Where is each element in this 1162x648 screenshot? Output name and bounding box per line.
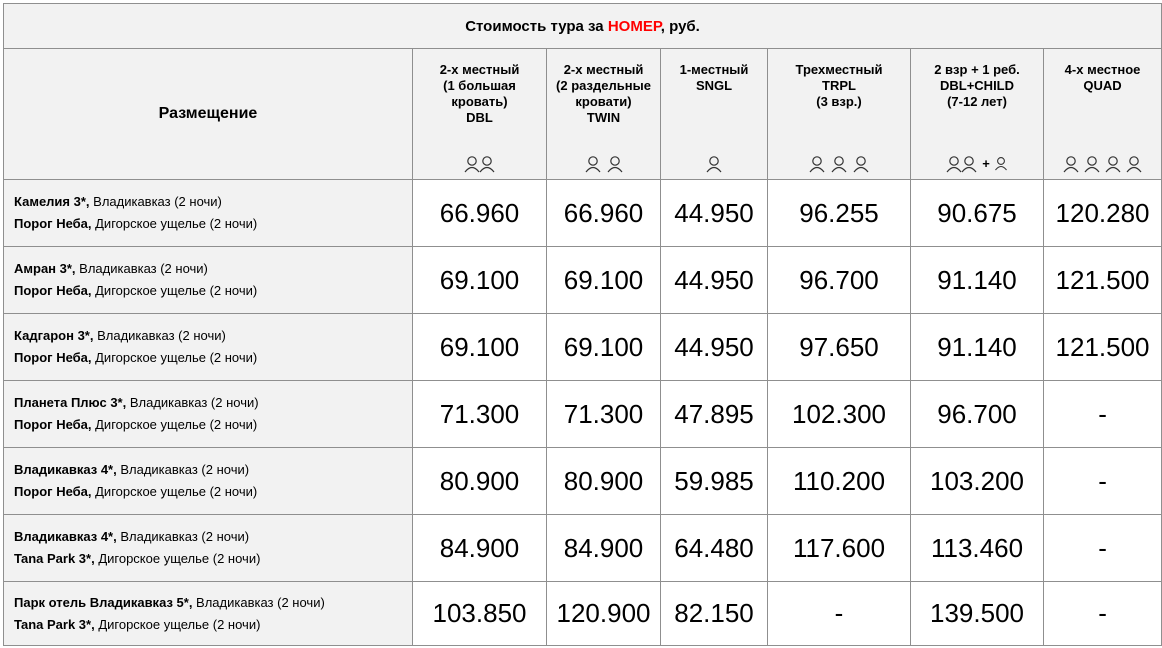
hotel-line-2	[14, 548, 412, 570]
header-col-icons	[768, 155, 910, 173]
header-col-line: TRPL	[822, 78, 856, 93]
price-cell: 120.900	[547, 582, 661, 646]
two-adults-plus-child-icon	[945, 155, 979, 173]
hotel-1-name: Камелия 3*,	[14, 194, 90, 209]
header-col-icons	[911, 155, 1043, 173]
header-col-line: 2-х местный	[563, 62, 644, 77]
price-cell: 90.675	[911, 180, 1044, 247]
header-col-icons	[547, 155, 660, 173]
hotel-cell	[4, 582, 413, 646]
header-col-lines	[1044, 49, 1161, 94]
header-col-line: SNGL	[695, 78, 733, 93]
price-cell: 80.900	[547, 448, 661, 515]
header-placement: Размещение	[4, 49, 413, 180]
header-col-line: (3 взр.)	[816, 94, 862, 109]
price-cell: 103.850	[413, 582, 547, 646]
price-cell: 64.480	[661, 515, 768, 582]
hotel-line-1	[14, 459, 412, 481]
header-col-line: 1-местный	[679, 62, 749, 77]
table-title	[4, 4, 1162, 49]
hotel-cell	[4, 381, 413, 448]
hotel-1-location: Владикавказ (2 ночи)	[126, 395, 259, 410]
price-cell: 121.500	[1044, 247, 1162, 314]
price-cell: 47.895	[661, 381, 768, 448]
header-col-icons	[413, 155, 546, 173]
price-cell: 69.100	[547, 247, 661, 314]
header-col	[661, 49, 768, 180]
price-cell: -	[1044, 515, 1162, 582]
hotel-2-location: Дигорское ущелье (2 ночи)	[91, 417, 258, 432]
price-cell: 44.950	[661, 180, 768, 247]
title-row	[4, 4, 1162, 49]
hotel-line-2	[14, 414, 412, 436]
price-cell: -	[1044, 448, 1162, 515]
price-cell: 66.960	[413, 180, 547, 247]
hotel-cell	[4, 180, 413, 247]
hotel-2-location: Дигорское ущелье (2 ночи)	[94, 551, 261, 566]
hotel-2-name: Порог Неба,	[14, 417, 92, 432]
header-col	[413, 49, 547, 180]
hotel-1-location: Владикавказ (2 ночи)	[75, 261, 208, 276]
price-cell: 66.960	[547, 180, 661, 247]
hotel-line-2	[14, 614, 412, 636]
hotel-2-name: Tana Park 3*,	[14, 616, 95, 632]
hotel-line-1	[14, 191, 412, 213]
table-row	[4, 180, 1162, 247]
table-row	[4, 448, 1162, 515]
table-row	[4, 247, 1162, 314]
price-cell: 96.700	[911, 381, 1044, 448]
hotel-1-location: Владикавказ (2 ночи)	[192, 594, 325, 610]
table-row	[4, 582, 1162, 646]
price-cell: 96.700	[768, 247, 911, 314]
hotel-2-location: Дигорское ущелье (2 ночи)	[91, 350, 258, 365]
header-col-line: 2 взр + 1 реб.	[934, 62, 1020, 77]
price-cell: 96.255	[768, 180, 911, 247]
header-col-line: кровати)	[575, 94, 632, 109]
table-row	[4, 515, 1162, 582]
header-col-lines	[911, 49, 1043, 110]
hotel-2-name: Порог Неба,	[14, 283, 92, 298]
price-cell: 69.100	[547, 314, 661, 381]
header-col-lines	[413, 49, 546, 126]
hotel-line-2	[14, 280, 412, 302]
header-col	[1044, 49, 1162, 180]
price-cell: 139.500	[911, 582, 1044, 646]
hotel-1-location: Владикавказ (2 ночи)	[116, 529, 250, 544]
hotel-1-location: Владикавказ (2 ночи)	[116, 462, 250, 477]
hotel-cell	[4, 448, 413, 515]
price-cell: 121.500	[1044, 314, 1162, 381]
hotel-1-location: Владикавказ (2 ночи)	[93, 328, 226, 343]
price-cell: 113.460	[911, 515, 1044, 582]
header-col-line: DBL	[466, 110, 493, 125]
header-col-line: DBL+CHILD	[939, 78, 1015, 93]
hotel-line-1	[14, 526, 412, 548]
header-col	[547, 49, 661, 180]
price-cell: 120.280	[1044, 180, 1162, 247]
hotel-2-location: Дигорское ущелье (2 ночи)	[91, 283, 258, 298]
hotel-line-1	[14, 258, 412, 280]
price-cell: 97.650	[768, 314, 911, 381]
hotel-2-location: Дигорское ущелье (2 ночи)	[94, 616, 261, 632]
hotel-cell	[4, 247, 413, 314]
price-cell: 110.200	[768, 448, 911, 515]
plus-sign: +	[982, 156, 990, 171]
three-persons-icon	[807, 155, 871, 173]
price-cell: 91.140	[911, 314, 1044, 381]
header-col-icons	[1044, 155, 1161, 173]
price-cell: 82.150	[661, 582, 768, 646]
hotel-2-name: Порог Неба,	[14, 350, 92, 365]
header-col-line: QUAD	[1083, 78, 1122, 93]
four-persons-icon	[1061, 155, 1145, 173]
hotel-line-1	[14, 325, 412, 347]
header-col-line: TWIN	[586, 110, 621, 125]
price-cell: 44.950	[661, 247, 768, 314]
table-row	[4, 314, 1162, 381]
price-cell: 102.300	[768, 381, 911, 448]
hotel-2-location: Дигорское ущелье (2 ночи)	[91, 216, 258, 231]
price-cell: -	[768, 582, 911, 646]
hotel-2-name: Порог Неба,	[14, 484, 92, 499]
hotel-1-location: Владикавказ (2 ночи)	[89, 194, 222, 209]
price-cell: 59.985	[661, 448, 768, 515]
hotel-1-name: Владикавказ 4*,	[14, 462, 117, 477]
hotel-cell	[4, 515, 413, 582]
header-col-line: кровать)	[451, 94, 508, 109]
hotel-1-name: Парк отель Владикавказ 5*,	[14, 594, 193, 610]
hotel-1-name: Амран 3*,	[14, 261, 76, 276]
price-cell: 69.100	[413, 247, 547, 314]
price-rows	[4, 180, 1162, 646]
title-prefix: Стоимость тура за	[465, 17, 608, 35]
hotel-line-1	[14, 392, 412, 414]
header-col-line: (2 раздельные	[556, 78, 651, 93]
header-col-line: Трехместный	[795, 62, 883, 77]
price-cell: -	[1044, 582, 1162, 646]
price-cell: 44.950	[661, 314, 768, 381]
hotel-line-1	[14, 592, 412, 614]
header-col	[911, 49, 1044, 180]
child-person-icon	[993, 155, 1009, 173]
header-row	[4, 49, 1162, 180]
title-suffix: , руб.	[660, 17, 700, 35]
hotel-1-name: Планета Плюс 3*,	[14, 395, 127, 410]
table-row	[4, 381, 1162, 448]
header-col-line: 2-х местный	[439, 62, 520, 77]
hotel-line-2	[14, 481, 412, 503]
one-person-icon	[704, 155, 724, 173]
header-col-line: (7-12 лет)	[947, 94, 1007, 109]
two-persons-icon	[460, 155, 500, 173]
two-separate-persons-icon	[584, 155, 624, 173]
hotel-2-name: Порог Неба,	[14, 216, 92, 231]
price-cell: 71.300	[547, 381, 661, 448]
header-col	[768, 49, 911, 180]
price-cell: 84.900	[413, 515, 547, 582]
hotel-line-2	[14, 213, 412, 235]
header-col-line: 4-х местное	[1064, 62, 1141, 77]
header-col-line: (1 большая	[443, 78, 516, 93]
price-cell: 84.900	[547, 515, 661, 582]
header-col-lines	[547, 49, 660, 126]
hotel-line-2	[14, 347, 412, 369]
price-cell: 80.900	[413, 448, 547, 515]
title-highlight: НОМЕР	[607, 17, 661, 35]
header-col-icons	[661, 155, 767, 173]
hotel-cell	[4, 314, 413, 381]
header-col-lines	[661, 49, 767, 94]
header-col-lines	[768, 49, 910, 110]
price-cell: -	[1044, 381, 1162, 448]
hotel-1-name: Кадгарон 3*,	[14, 328, 94, 343]
price-cell: 103.200	[911, 448, 1044, 515]
hotel-1-name: Владикавказ 4*,	[14, 529, 117, 544]
hotel-2-location: Дигорское ущелье (2 ночи)	[91, 484, 258, 499]
hotel-2-name: Tana Park 3*,	[14, 551, 95, 566]
price-cell: 71.300	[413, 381, 547, 448]
price-cell: 117.600	[768, 515, 911, 582]
price-cell: 69.100	[413, 314, 547, 381]
price-table	[3, 3, 1162, 646]
price-cell: 91.140	[911, 247, 1044, 314]
